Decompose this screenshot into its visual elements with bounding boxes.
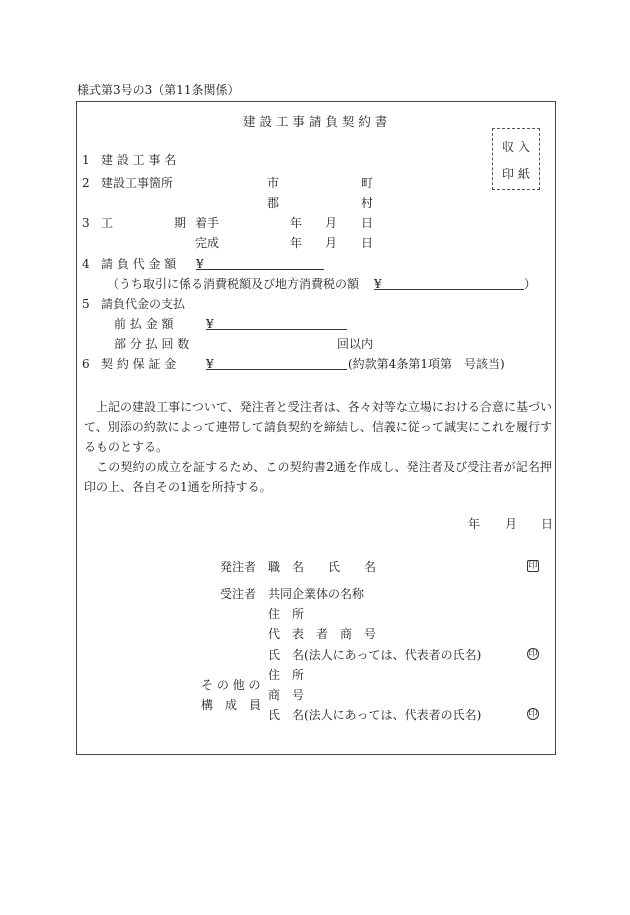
orderer-name-label: 氏 名: [328, 560, 377, 574]
start-month: 月: [325, 216, 338, 230]
member-seal-icon: 印: [528, 709, 538, 719]
price-yen-sign: ¥: [196, 257, 204, 271]
village-label: 村: [361, 196, 374, 210]
period-label-b: 期: [174, 216, 187, 230]
advance-underline: [206, 329, 347, 330]
guarantee-yen-sign: ¥: [206, 357, 214, 371]
other-members-label-2: 構 成 員: [201, 698, 262, 712]
member-address-label: 住 所: [268, 668, 305, 682]
finish-month: 月: [325, 236, 338, 250]
execution-paragraph: この契約の成立を証するため、この契約書2通を作成し、発注者及び受注者が記名押印の上、各自その1通を所持する。: [84, 460, 552, 494]
other-members-label-1: そ の 他 の: [201, 678, 261, 692]
town-label: 町: [361, 176, 374, 190]
contractor-person-name-label: 氏 名(法人にあっては、代表者の氏名): [268, 648, 482, 662]
member-person-name-label: 氏 名(法人にあっては、代表者の氏名): [268, 708, 482, 722]
county-label: 郡: [267, 196, 280, 210]
contractor-seal-icon: 印: [528, 649, 538, 659]
orderer-title-label: 職 名: [268, 560, 305, 574]
item-number-6: 6: [82, 357, 90, 371]
contractor-label: 受注者: [220, 587, 257, 601]
finish-day: 日: [361, 236, 374, 250]
item-number-3: 3: [82, 216, 90, 230]
item-number-5: 5: [82, 297, 90, 311]
document-title: 建 設 工 事 請 負 契 約 書: [243, 114, 388, 129]
representative-trade-label: 代 表 者 商 号: [268, 627, 377, 641]
finish-year: 年: [290, 236, 303, 250]
item-number-2: 2: [82, 176, 90, 190]
agreement-paragraph: 上記の建設工事について、発注者と受注者は、各々対等な立場における合意に基づいて、別添の約款によって連帯して請負契約を締結し、信義に従って誠実にこれを履行するものとする。: [84, 400, 552, 454]
partial-payment-suffix: 回以内: [337, 337, 374, 351]
date-month: 月: [505, 517, 518, 531]
guarantee-underline: [206, 369, 347, 370]
member-trade-label: 商 号: [268, 688, 305, 702]
date-day: 日: [541, 517, 554, 531]
orderer-label: 発注者: [220, 560, 257, 574]
price-underline: [196, 269, 324, 270]
advance-label: 前 払 金 額: [114, 317, 174, 331]
guarantee-note: (約款第4条第1項第 号該当): [348, 357, 505, 371]
stamp-label-1: 収 入: [502, 140, 530, 154]
finish-label: 完成: [195, 236, 220, 250]
start-year: 年: [290, 216, 303, 230]
contract-price-label: 請 負 代 金 額: [101, 257, 177, 271]
payment-label: 請負代金の支払: [101, 297, 186, 311]
start-day: 日: [361, 216, 374, 230]
advance-yen-sign: ¥: [206, 317, 214, 331]
form-number: 様式第3号の3（第11条関係）: [77, 83, 240, 97]
partial-payment-label: 部 分 払 回 数: [114, 337, 190, 351]
start-label: 着手: [195, 216, 220, 230]
guarantee-label: 契 約 保 証 金: [101, 357, 177, 371]
tax-close-paren: ）: [524, 277, 537, 291]
city-label: 市: [267, 176, 280, 190]
period-label-a: 工: [101, 216, 114, 230]
contractor-address-label: 住 所: [268, 607, 305, 621]
stamp-label-2: 印 紙: [502, 167, 530, 181]
jv-name-label: 共同企業体の名称: [268, 587, 365, 601]
construction-place-label: 建設工事箇所: [101, 176, 174, 190]
tax-label: （うち取引に係る消費税額及び地方消費税の額: [107, 277, 360, 291]
tax-yen-sign: ¥: [374, 277, 382, 291]
construction-name-label: 建 設 工 事 名: [101, 153, 177, 167]
date-year: 年: [468, 517, 481, 531]
item-number-1: 1: [82, 153, 90, 167]
orderer-seal-icon: 印: [528, 561, 538, 571]
item-number-4: 4: [82, 257, 90, 271]
tax-underline: [374, 289, 524, 290]
